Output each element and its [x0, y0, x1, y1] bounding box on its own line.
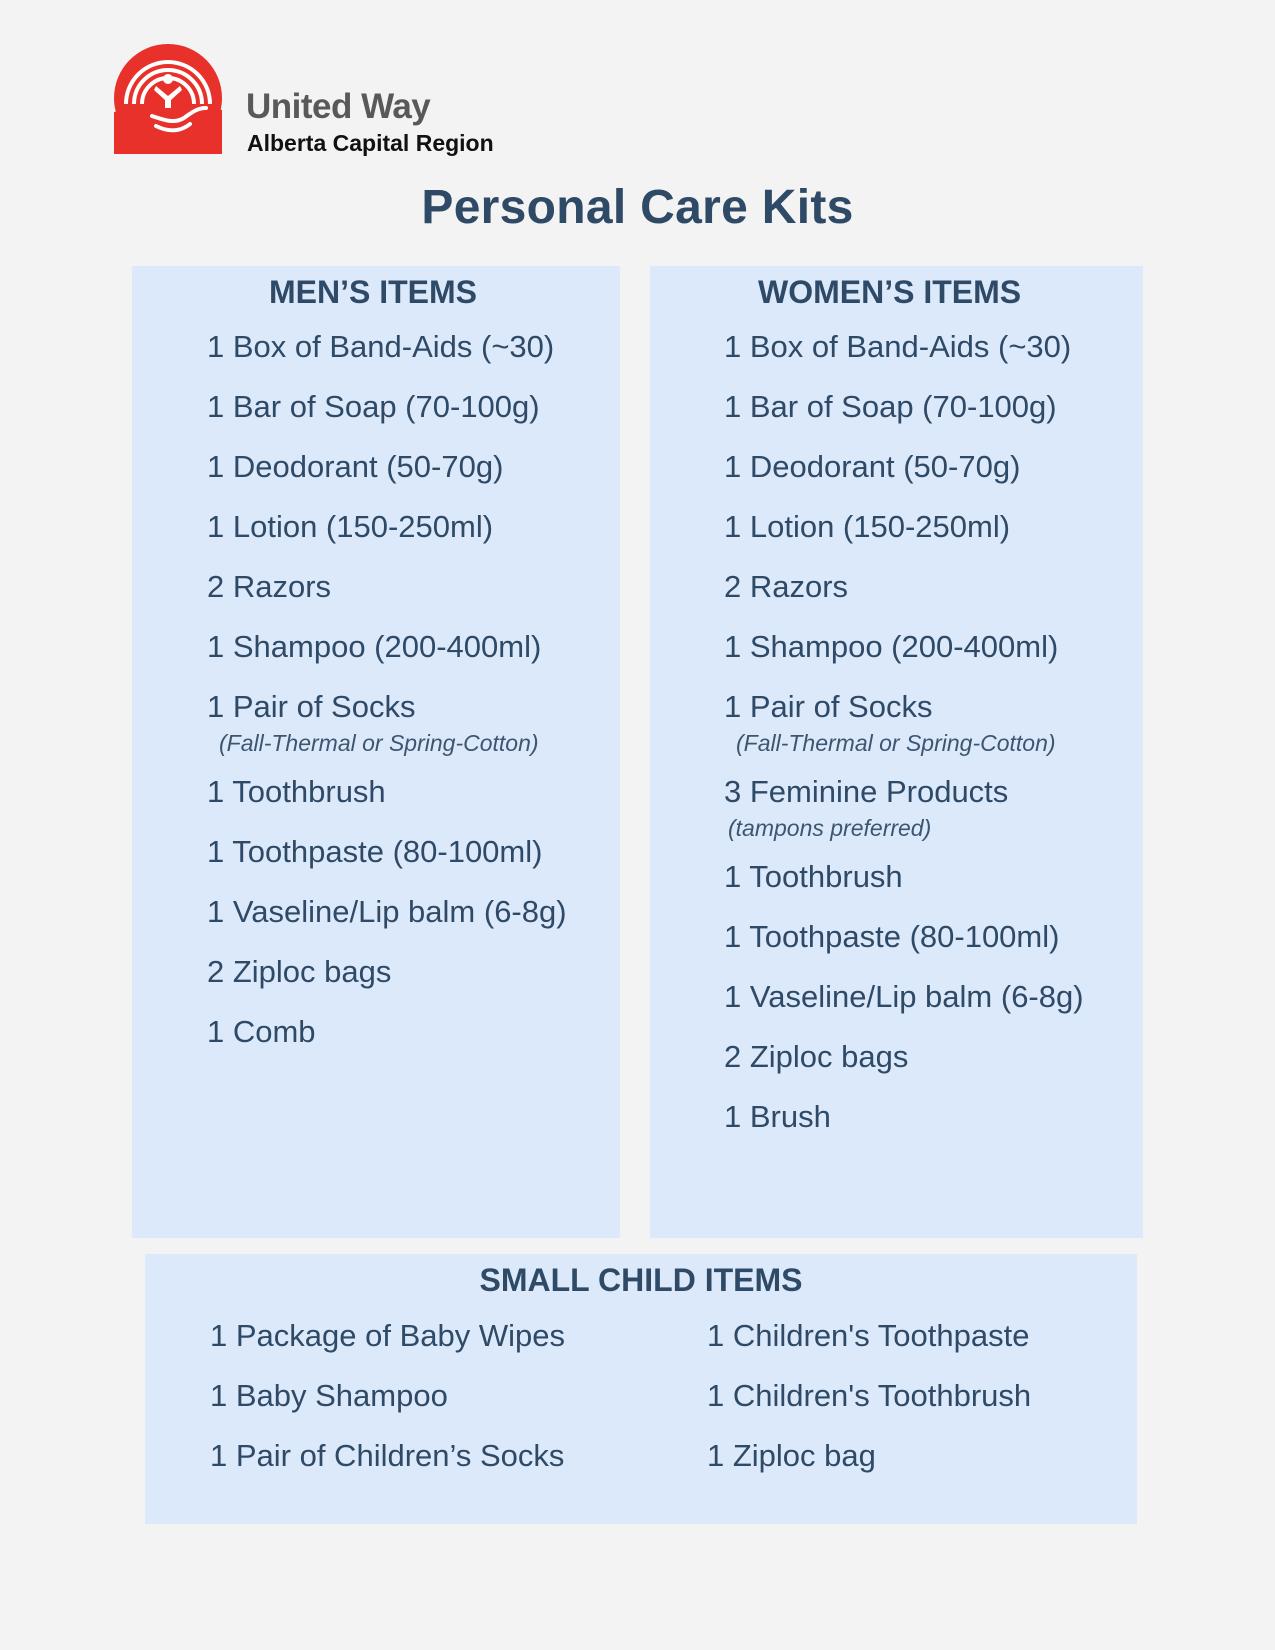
- item-label: 1 Shampoo (200-400ml): [724, 629, 1059, 664]
- list-item: [207, 629, 567, 665]
- page-title: Personal Care Kits: [421, 181, 854, 234]
- list-item: 1 Pair of Children’s Socks: [210, 1438, 565, 1473]
- item-label: 1 Vaseline/Lip balm (6-8g): [207, 894, 567, 929]
- item-label: 1 Bar of Soap (70-100g): [724, 389, 1057, 424]
- child-items-left-list: [210, 1318, 565, 1498]
- list-item: [207, 1014, 567, 1050]
- list-item: [724, 979, 1084, 1015]
- list-item: [724, 859, 1084, 895]
- list-item: [207, 509, 567, 545]
- item-label: 1 Vaseline/Lip balm (6-8g): [724, 979, 1084, 1014]
- item-label: 2 Ziploc bags: [207, 954, 392, 989]
- list-item: [724, 389, 1084, 425]
- item-label: 1 Bar of Soap (70-100g): [207, 389, 540, 424]
- list-item: [724, 1099, 1084, 1135]
- item-label: 1 Brush: [724, 1099, 831, 1134]
- list-item: [207, 894, 567, 930]
- list-item: [724, 569, 1084, 605]
- small-child-items-panel: [145, 1254, 1137, 1524]
- item-label: 1 Comb: [207, 1014, 316, 1049]
- list-item: [724, 1039, 1084, 1075]
- list-item: [207, 774, 567, 810]
- list-item: [724, 689, 1084, 756]
- list-item: [207, 834, 567, 870]
- list-item: [207, 389, 567, 425]
- item-label: 1 Box of Band-Aids (~30): [724, 329, 1072, 364]
- list-item: [207, 689, 567, 756]
- brand-region: Alberta Capital Region: [247, 130, 494, 156]
- item-label: 1 Deodorant (50-70g): [724, 449, 1021, 484]
- list-item: 1 Children's Toothbrush: [707, 1378, 1032, 1413]
- womens-items-list: [724, 329, 1084, 1159]
- list-item: [724, 629, 1084, 665]
- brand-name: United Way: [246, 87, 431, 126]
- list-item: 1 Baby Shampoo: [210, 1378, 448, 1413]
- item-label: 1 Box of Band-Aids (~30): [207, 329, 555, 364]
- mens-items-list: [207, 329, 567, 1074]
- child-items-right-list: [707, 1318, 1031, 1498]
- item-label: 1 Toothpaste (80-100ml): [207, 834, 543, 869]
- list-item: [724, 449, 1084, 485]
- list-item: 1 Package of Baby Wipes: [210, 1318, 565, 1353]
- small-child-items-heading: SMALL CHILD ITEMS: [479, 1262, 803, 1298]
- list-item: [207, 449, 567, 485]
- list-item: [724, 509, 1084, 545]
- item-note: (tampons preferred): [728, 815, 932, 841]
- item-label: 1 Lotion (150-250ml): [207, 509, 494, 544]
- item-label: 1 Deodorant (50-70g): [207, 449, 504, 484]
- list-item: [724, 919, 1084, 955]
- list-item: [724, 774, 1084, 841]
- list-item: 1 Children's Toothpaste: [707, 1318, 1030, 1353]
- item-label: 2 Ziploc bags: [724, 1039, 909, 1074]
- list-item: 1 Ziploc bag: [707, 1438, 876, 1473]
- womens-items-heading: WOMEN’S ITEMS: [758, 274, 1022, 310]
- list-item: [207, 329, 567, 365]
- item-label: 1 Toothpaste (80-100ml): [724, 919, 1060, 954]
- item-label: 1 Shampoo (200-400ml): [207, 629, 542, 664]
- item-label: 2 Razors: [724, 569, 849, 604]
- womens-items-panel: [650, 266, 1143, 1238]
- list-item: [207, 954, 567, 990]
- list-item: [724, 329, 1084, 365]
- item-label: 1 Toothbrush: [724, 859, 903, 894]
- mens-items-panel: [132, 266, 620, 1238]
- item-note: (Fall-Thermal or Spring-Cotton): [219, 730, 539, 756]
- item-label: 2 Razors: [207, 569, 332, 604]
- item-label: 1 Lotion (150-250ml): [724, 509, 1011, 544]
- item-label: 1 Pair of Socks: [207, 689, 416, 724]
- mens-items-heading: MEN’S ITEMS: [269, 274, 478, 310]
- united-way-logo: [112, 42, 532, 162]
- item-note: (Fall-Thermal or Spring-Cotton): [736, 730, 1056, 756]
- item-label: 1 Pair of Socks: [724, 689, 933, 724]
- registered-mark: ®: [210, 137, 217, 147]
- item-label: 3 Feminine Products: [724, 774, 1009, 809]
- list-item: [207, 569, 567, 605]
- item-label: 1 Toothbrush: [207, 774, 386, 809]
- united-way-hand-icon: [112, 42, 224, 154]
